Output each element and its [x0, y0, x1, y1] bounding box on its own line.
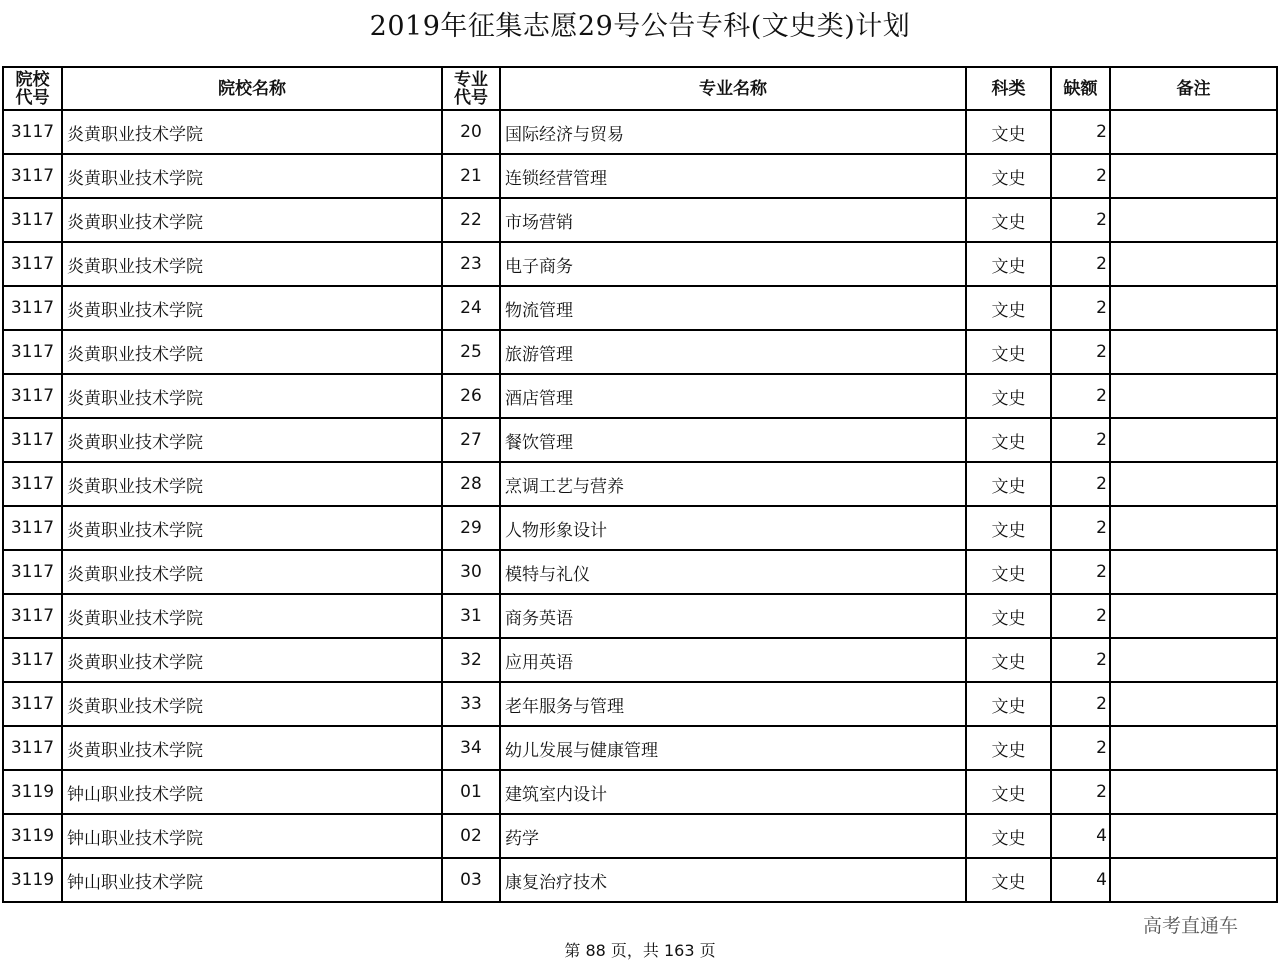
admission-plan-table	[2, 66, 1278, 903]
cell-major-code: 32	[442, 638, 500, 682]
cell-remark	[1110, 462, 1277, 506]
cell-category: 文史	[966, 110, 1051, 154]
cell-quota: 2	[1051, 374, 1110, 418]
cell-school-code: 3117	[3, 462, 62, 506]
cell-major-name: 国际经济与贸易	[500, 110, 966, 154]
cell-school-name: 炎黄职业技术学院	[62, 330, 442, 374]
cell-school-code: 3117	[3, 242, 62, 286]
cell-category: 文史	[966, 770, 1051, 814]
cell-school-code: 3117	[3, 330, 62, 374]
cell-remark	[1110, 506, 1277, 550]
cell-remark	[1110, 770, 1277, 814]
header-major-code: 专业 代号	[442, 67, 500, 110]
table-header-row	[3, 67, 1277, 110]
cell-quota: 2	[1051, 550, 1110, 594]
cell-school-name: 钟山职业技术学院	[62, 814, 442, 858]
table-row	[3, 506, 1277, 550]
cell-category: 文史	[966, 374, 1051, 418]
cell-category: 文史	[966, 418, 1051, 462]
cell-remark	[1110, 330, 1277, 374]
cell-remark	[1110, 638, 1277, 682]
cell-school-code: 3117	[3, 110, 62, 154]
cell-major-code: 03	[442, 858, 500, 902]
cell-category: 文史	[966, 154, 1051, 198]
cell-category: 文史	[966, 858, 1051, 902]
cell-major-code: 33	[442, 682, 500, 726]
table-row	[3, 418, 1277, 462]
cell-major-code: 02	[442, 814, 500, 858]
cell-school-code: 3117	[3, 594, 62, 638]
cell-category: 文史	[966, 814, 1051, 858]
cell-category: 文史	[966, 638, 1051, 682]
header-category: 科类	[966, 67, 1051, 110]
cell-remark	[1110, 726, 1277, 770]
cell-remark	[1110, 418, 1277, 462]
cell-school-name: 炎黄职业技术学院	[62, 506, 442, 550]
table-row	[3, 726, 1277, 770]
cell-category: 文史	[966, 550, 1051, 594]
cell-major-name: 电子商务	[500, 242, 966, 286]
cell-quota: 2	[1051, 110, 1110, 154]
table-row	[3, 682, 1277, 726]
table-row	[3, 550, 1277, 594]
cell-school-code: 3117	[3, 550, 62, 594]
cell-major-name: 餐饮管理	[500, 418, 966, 462]
cell-school-name: 炎黄职业技术学院	[62, 462, 442, 506]
cell-school-code: 3117	[3, 154, 62, 198]
cell-major-name: 酒店管理	[500, 374, 966, 418]
cell-school-code: 3119	[3, 814, 62, 858]
cell-major-code: 30	[442, 550, 500, 594]
cell-major-name: 药学	[500, 814, 966, 858]
cell-major-code: 29	[442, 506, 500, 550]
cell-remark	[1110, 374, 1277, 418]
table-row	[3, 110, 1277, 154]
cell-school-name: 炎黄职业技术学院	[62, 198, 442, 242]
cell-major-name: 应用英语	[500, 638, 966, 682]
cell-category: 文史	[966, 242, 1051, 286]
cell-school-name: 钟山职业技术学院	[62, 770, 442, 814]
table-row	[3, 594, 1277, 638]
cell-category: 文史	[966, 594, 1051, 638]
cell-quota: 2	[1051, 462, 1110, 506]
cell-remark	[1110, 682, 1277, 726]
table-row	[3, 286, 1277, 330]
cell-quota: 2	[1051, 726, 1110, 770]
cell-major-code: 24	[442, 286, 500, 330]
cell-remark	[1110, 110, 1277, 154]
cell-school-name: 炎黄职业技术学院	[62, 594, 442, 638]
cell-remark	[1110, 814, 1277, 858]
cell-quota: 2	[1051, 242, 1110, 286]
cell-major-code: 25	[442, 330, 500, 374]
table-row	[3, 814, 1277, 858]
table-row	[3, 374, 1277, 418]
cell-school-name: 炎黄职业技术学院	[62, 726, 442, 770]
cell-school-code: 3117	[3, 682, 62, 726]
cell-category: 文史	[966, 462, 1051, 506]
cell-major-name: 商务英语	[500, 594, 966, 638]
cell-quota: 2	[1051, 682, 1110, 726]
cell-major-code: 26	[442, 374, 500, 418]
cell-school-code: 3117	[3, 286, 62, 330]
cell-remark	[1110, 858, 1277, 902]
cell-major-name: 物流管理	[500, 286, 966, 330]
table-row	[3, 242, 1277, 286]
cell-category: 文史	[966, 726, 1051, 770]
cell-remark	[1110, 550, 1277, 594]
cell-quota: 2	[1051, 506, 1110, 550]
cell-school-name: 炎黄职业技术学院	[62, 682, 442, 726]
cell-major-code: 27	[442, 418, 500, 462]
cell-school-name: 炎黄职业技术学院	[62, 418, 442, 462]
cell-school-name: 炎黄职业技术学院	[62, 286, 442, 330]
cell-quota: 2	[1051, 154, 1110, 198]
cell-school-name: 钟山职业技术学院	[62, 858, 442, 902]
cell-major-name: 连锁经营管理	[500, 154, 966, 198]
table-row	[3, 770, 1277, 814]
cell-major-name: 旅游管理	[500, 330, 966, 374]
cell-quota: 2	[1051, 418, 1110, 462]
cell-major-name: 幼儿发展与健康管理	[500, 726, 966, 770]
cell-school-code: 3119	[3, 858, 62, 902]
cell-major-code: 34	[442, 726, 500, 770]
cell-category: 文史	[966, 286, 1051, 330]
table-row	[3, 154, 1277, 198]
cell-remark	[1110, 198, 1277, 242]
cell-quota: 4	[1051, 814, 1110, 858]
cell-quota: 2	[1051, 198, 1110, 242]
cell-school-name: 炎黄职业技术学院	[62, 550, 442, 594]
cell-quota: 2	[1051, 594, 1110, 638]
cell-major-name: 市场营销	[500, 198, 966, 242]
cell-school-code: 3117	[3, 374, 62, 418]
cell-school-code: 3119	[3, 770, 62, 814]
table-row	[3, 858, 1277, 902]
header-major-name: 专业名称	[500, 67, 966, 110]
header-school-code: 院校 代号	[3, 67, 62, 110]
cell-school-code: 3117	[3, 506, 62, 550]
cell-major-name: 老年服务与管理	[500, 682, 966, 726]
cell-major-code: 28	[442, 462, 500, 506]
cell-major-code: 22	[442, 198, 500, 242]
cell-category: 文史	[966, 330, 1051, 374]
cell-quota: 2	[1051, 638, 1110, 682]
cell-major-name: 人物形象设计	[500, 506, 966, 550]
cell-quota: 2	[1051, 770, 1110, 814]
cell-major-name: 康复治疗技术	[500, 858, 966, 902]
cell-remark	[1110, 286, 1277, 330]
cell-quota: 2	[1051, 286, 1110, 330]
cell-school-name: 炎黄职业技术学院	[62, 242, 442, 286]
watermark: 高考直通车	[1143, 915, 1239, 937]
page-footer: 第 88 页，共 163 页	[564, 941, 716, 960]
table-row	[3, 462, 1277, 506]
cell-school-code: 3117	[3, 418, 62, 462]
table-row	[3, 198, 1277, 242]
cell-major-code: 23	[442, 242, 500, 286]
cell-remark	[1110, 154, 1277, 198]
table-body	[3, 110, 1277, 902]
cell-category: 文史	[966, 198, 1051, 242]
cell-major-code: 20	[442, 110, 500, 154]
table-row	[3, 330, 1277, 374]
cell-major-code: 01	[442, 770, 500, 814]
header-remark: 备注	[1110, 67, 1277, 110]
cell-major-code: 31	[442, 594, 500, 638]
cell-remark	[1110, 242, 1277, 286]
table-row	[3, 638, 1277, 682]
cell-school-name: 炎黄职业技术学院	[62, 110, 442, 154]
cell-school-name: 炎黄职业技术学院	[62, 154, 442, 198]
cell-quota: 4	[1051, 858, 1110, 902]
page-title: 2019年征集志愿29号公告专科(文史类)计划	[369, 11, 911, 42]
cell-school-name: 炎黄职业技术学院	[62, 638, 442, 682]
cell-school-code: 3117	[3, 638, 62, 682]
cell-school-name: 炎黄职业技术学院	[62, 374, 442, 418]
header-quota: 缺额	[1051, 67, 1110, 110]
cell-major-name: 模特与礼仪	[500, 550, 966, 594]
cell-major-code: 21	[442, 154, 500, 198]
cell-school-code: 3117	[3, 198, 62, 242]
cell-major-name: 建筑室内设计	[500, 770, 966, 814]
cell-school-code: 3117	[3, 726, 62, 770]
cell-category: 文史	[966, 506, 1051, 550]
cell-quota: 2	[1051, 330, 1110, 374]
cell-major-name: 烹调工艺与营养	[500, 462, 966, 506]
cell-category: 文史	[966, 682, 1051, 726]
header-school-name: 院校名称	[62, 67, 442, 110]
cell-remark	[1110, 594, 1277, 638]
